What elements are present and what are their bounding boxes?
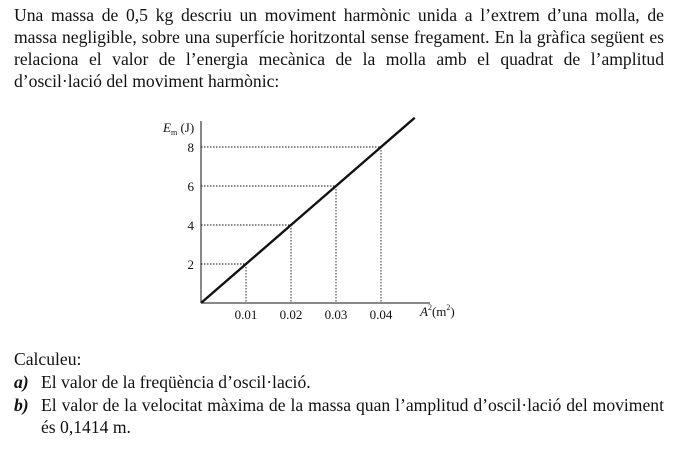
question-b (14, 394, 664, 438)
question-a-text: El valor de la freqüència d’oscil·lació. (41, 372, 311, 392)
question-b-label: b) (14, 395, 29, 415)
y-tick-label-3: 6 (187, 179, 194, 194)
question-a (14, 371, 664, 393)
x-axis-label: $A^2(m^2)$ (420, 303, 455, 319)
y-tick-label-1: 2 (187, 257, 194, 272)
question-a-label: a) (14, 372, 29, 392)
problem-statement: Una massa de 0,5 kg descriu un moviment harmònic unida a l’extrem d’una molla, de massa negligible, sobre una superfície horitzontal sense fregament. En la gràfica següent es relaciona el valor de l’energia mecànica de la molla amb el quadrat de l’amplitud d’oscil·lació del moviment harmònic: (14, 5, 664, 91)
question-b-text: El valor de la velocitat màxima de la massa quan l’amplitud d’oscil·lació del moviment és 0,1414 m. (41, 395, 664, 437)
x-tick-label-2: 0.02 (279, 307, 303, 322)
y-tick-label-4: 8 (187, 140, 194, 155)
y-tick-label-2: 4 (187, 218, 194, 233)
calculate-heading: Calculeu: (14, 349, 82, 369)
x-tick-label-3: 0.03 (324, 307, 348, 322)
y-axis-label: $E_m$ (J) (163, 120, 195, 137)
x-tick-label-4: 0.04 (369, 307, 393, 322)
series-line-Em (201, 118, 415, 303)
x-tick-label-1: 0.01 (234, 307, 258, 322)
energy-amplitude-chart (150, 115, 480, 330)
